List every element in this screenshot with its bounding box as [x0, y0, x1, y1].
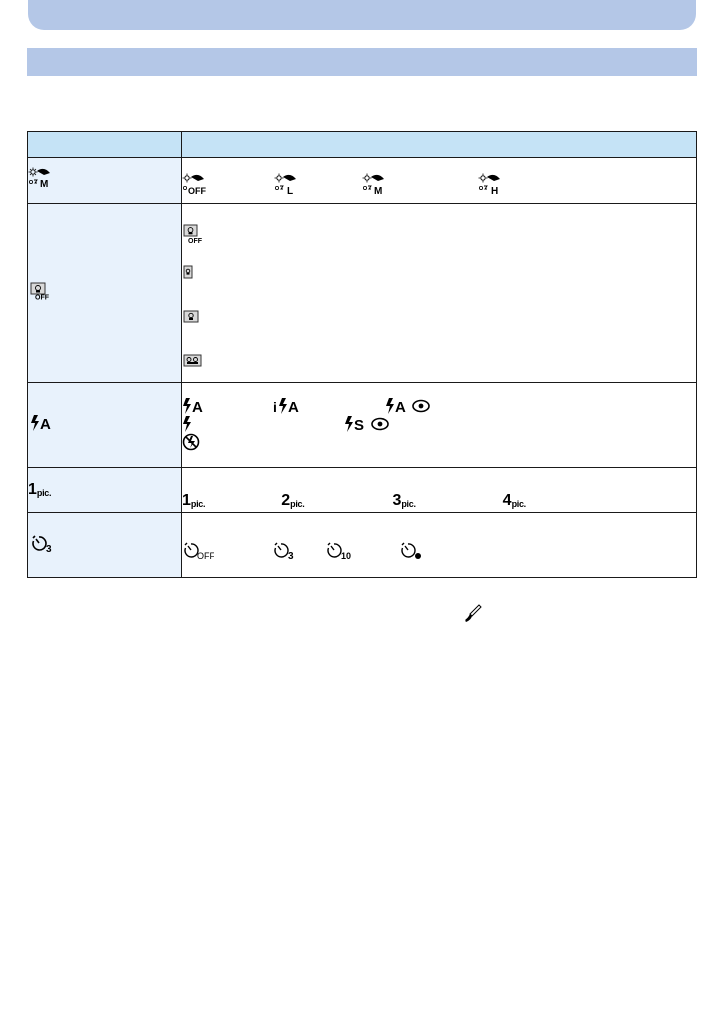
- face-multi-option[interactable]: [183, 354, 203, 373]
- flash-auto-icon: [182, 397, 208, 415]
- setting-options-cell: [182, 513, 697, 578]
- svg-text:OFF: OFF: [35, 294, 49, 300]
- svg-text:OFF: OFF: [188, 238, 202, 244]
- backlight-high-icon: [478, 173, 504, 195]
- table-row: [28, 158, 697, 204]
- self-timer-10-option[interactable]: [325, 540, 355, 565]
- face-multi-icon: [183, 354, 203, 368]
- flash-iauto-icon: [273, 397, 305, 415]
- self-timer-off-option[interactable]: [182, 540, 214, 565]
- setting-current-cell: [28, 383, 182, 468]
- backlight-off-option[interactable]: [182, 173, 212, 200]
- setting-current-cell: [28, 513, 182, 578]
- setting-options-cell: [182, 468, 697, 513]
- flash-off-option[interactable]: [182, 433, 200, 456]
- brush-icon: [462, 604, 482, 629]
- backlight-manual-icon: [362, 173, 388, 195]
- table-row: [28, 513, 697, 578]
- backlight-manual-option[interactable]: [362, 173, 388, 200]
- svg-text:S: S: [354, 416, 365, 433]
- flash-slow-sync-redeye-option[interactable]: [344, 415, 390, 438]
- svg-text:i: i: [273, 398, 277, 415]
- svg-text:L: L: [287, 185, 294, 195]
- svg-text:10: 10: [341, 551, 352, 560]
- svg-text:M: M: [374, 185, 383, 195]
- backlight-high-option[interactable]: [478, 173, 504, 200]
- table-row: [28, 468, 697, 513]
- self-timer-smile-icon: [399, 540, 423, 560]
- flash-slow-sync-redeye-icon: [344, 415, 390, 433]
- section-title-bar: [27, 48, 697, 76]
- setting-current-cell: [28, 204, 182, 383]
- table-header-row: [28, 132, 697, 158]
- svg-text:A: A: [192, 398, 203, 415]
- self-timer-10-icon: [325, 540, 355, 560]
- table-header-cell: [28, 132, 182, 158]
- flash-auto-redeye-icon: [385, 397, 431, 415]
- face-single-icon: [183, 265, 197, 279]
- self-timer-3-icon: [30, 533, 56, 553]
- svg-text:H: H: [491, 185, 499, 195]
- flash-forced-on-icon: [182, 415, 194, 433]
- chapter-header-bar: [28, 0, 696, 30]
- burst-current-icon: 1 pic.: [28, 481, 52, 498]
- backlight-low-icon: [274, 173, 298, 195]
- backlight-low-option[interactable]: [274, 173, 298, 200]
- setting-options-cell: [182, 158, 697, 204]
- setting-options-cell: [182, 383, 697, 468]
- face-off-icon: [183, 224, 203, 244]
- flash-auto-icon: [30, 414, 56, 432]
- setting-options-cell: [182, 204, 697, 383]
- burst-3-option[interactable]: 3 pic.: [392, 492, 416, 509]
- burst-1-option[interactable]: 1 pic.: [182, 492, 206, 509]
- backlight-off-icon: [182, 173, 212, 195]
- setting-current-cell: [28, 158, 182, 204]
- backlight-current-mode: M: [40, 179, 49, 189]
- svg-text:OFF: OFF: [188, 185, 206, 195]
- table-row: [28, 383, 697, 468]
- svg-text:A: A: [288, 398, 299, 415]
- self-timer-smile-option[interactable]: [399, 540, 423, 565]
- svg-text:3: 3: [46, 543, 52, 553]
- flash-auto-redeye-option[interactable]: [385, 397, 431, 420]
- table-row: [28, 204, 697, 383]
- self-timer-off-icon: [182, 540, 214, 560]
- svg-text:OFF: OFF: [197, 551, 214, 560]
- face-off-option[interactable]: [183, 224, 203, 249]
- setting-current-cell: [28, 468, 182, 513]
- flash-off-icon: [182, 433, 200, 451]
- self-timer-3-option[interactable]: [272, 540, 298, 565]
- backlight-manual-icon: [28, 167, 54, 189]
- face-off-icon: [30, 282, 52, 300]
- face-single-option[interactable]: [183, 265, 197, 284]
- burst-4-option[interactable]: 4 pic.: [502, 492, 526, 509]
- svg-text:3: 3: [288, 551, 294, 560]
- face-area-icon: [183, 310, 201, 324]
- self-timer-3-icon: [272, 540, 298, 560]
- svg-text:A: A: [40, 415, 51, 432]
- svg-text:A: A: [395, 398, 406, 415]
- face-area-option[interactable]: [183, 310, 201, 329]
- burst-2-option[interactable]: 2 pic.: [281, 492, 305, 509]
- settings-table: [27, 131, 697, 578]
- table-header-cell: [182, 132, 697, 158]
- flash-iauto-option[interactable]: [273, 397, 305, 420]
